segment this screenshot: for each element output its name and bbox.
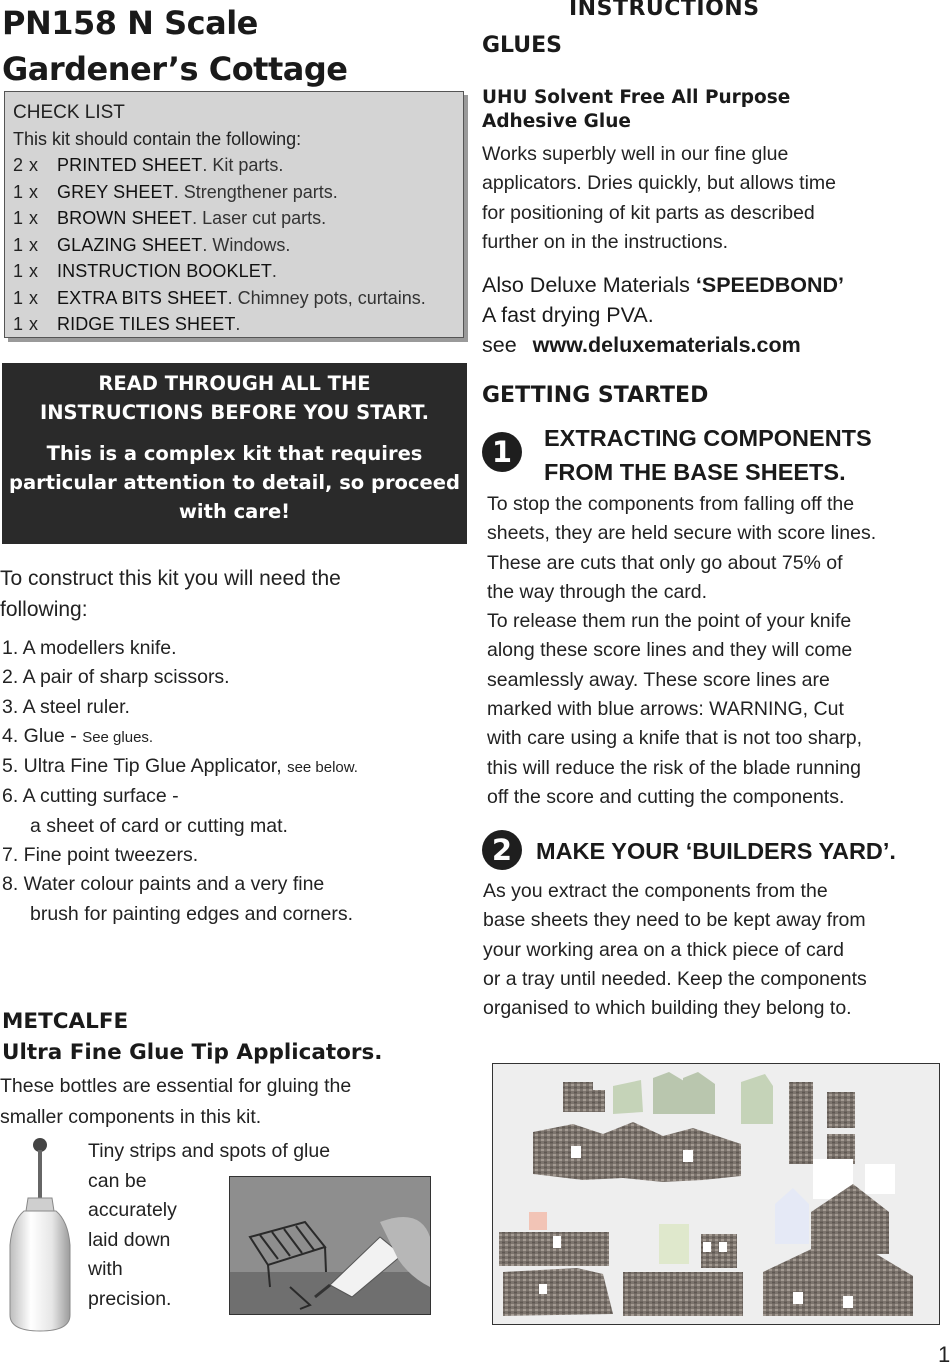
tool-item: 7. Fine point tweezers. (2, 844, 199, 867)
check-list-item: 1 x EXTRA BITS SHEET. Chimney pots, curtains. (13, 287, 426, 308)
step-1-body: To stop the components from falling off the sheets, they are held secure with score lines. These are cuts that only go about 75% of the way through the card. To release them run the point of your knife along these score lines and they will come seamlessly away. These score lines are marked with blue arrows: WARNING, Cut with care using a knife that is not too sharp, this will reduce the risk of the blade running off the score and cutting the components. (487, 493, 877, 808)
check-list-item: 1 x GREY SHEET. Strengthener parts. (13, 181, 338, 202)
tool-item-continued: brush for painting edges and corners. (30, 902, 354, 925)
step-1-number-icon: 1 (482, 432, 522, 472)
check-list-title: CHECK LIST (13, 102, 125, 123)
read-instructions-warning (2, 363, 467, 544)
check-list-intro: This kit should contain the following: (13, 129, 302, 149)
check-list-item: 1 x GLAZING SHEET. Windows. (13, 234, 291, 255)
warning-heading: READ THROUGH ALL THE INSTRUCTIONS BEFORE YOU START. (39, 372, 429, 424)
tool-item: 6. A cutting surface - (2, 785, 179, 808)
title-line-2: Gardener’s Cottage (2, 50, 348, 88)
check-list-item: 1 x INSTRUCTION BOOKLET. (13, 261, 277, 281)
check-list-item: 2 x PRINTED SHEET. Kit parts. (13, 155, 284, 175)
applicator-usage-photo (229, 1176, 431, 1315)
metcalfe-description: These bottles are essential for gluing the smaller components in this kit. (0, 1075, 352, 1128)
step-2-number-icon: 2 (482, 830, 522, 870)
getting-started-heading: GETTING STARTED (482, 383, 709, 408)
tool-item-continued: a sheet of card or cutting mat. (30, 814, 288, 837)
tool-item: 8. Water colour paints and a very fine (2, 873, 325, 896)
builders-yard-components-photo (492, 1063, 940, 1325)
speedbond-brand: ‘SPEEDBOND’ (695, 273, 845, 297)
tools-list (2, 634, 467, 929)
tools-heading: To construct this kit you will need the following: (0, 567, 341, 621)
title-line-1: PN158 N Scale (2, 4, 258, 42)
tool-item: 5. Ultra Fine Tip Glue Applicator, see below. (2, 755, 358, 778)
check-list-box (4, 91, 464, 338)
step-2-body: As you extract the components from the base sheets they need to be kept away from your working area on a thick piece of card or a tray until needed. Keep the components organised to which building they belong to. (483, 880, 867, 1020)
deluxe-materials-note: Also Deluxe Materials ‘SPEEDBOND’ A fast drying PVA. see www.deluxematerials.com (482, 273, 845, 357)
check-list-item: 1 x RIDGE TILES SHEET. (13, 314, 241, 334)
tool-item: 4. Glue - See glues. (2, 724, 154, 747)
uhu-glue-heading: UHU Solvent Free All Purpose Adhesive Glue (482, 87, 791, 132)
step-2-title: MAKE YOUR ‘BUILDERS YARD’. (536, 838, 896, 864)
metcalfe-heading: METCALFE Ultra Fine Glue Tip Applicators. (2, 1009, 383, 1065)
page-title (2, 0, 462, 92)
tool-item: 2. A pair of sharp scissors. (2, 666, 230, 689)
deluxe-website-link[interactable]: www.deluxematerials.com (532, 333, 801, 357)
glue-bottle-image (4, 1135, 76, 1335)
applicator-note: Tiny strips and spots of glue can be accurately laid down with precision. (88, 1140, 331, 1310)
warning-body: This is a complex kit that requires particular attention to detail, so proceed with care! (9, 442, 460, 523)
tool-item: 1. A modellers knife. (2, 637, 177, 659)
check-list-item: 1 x BROWN SHEET. Laser cut parts. (13, 208, 327, 228)
tool-item: 3. A steel ruler. (2, 695, 130, 718)
page-number: 1 (938, 1342, 950, 1367)
glues-heading: GLUES (482, 33, 563, 58)
instructions-heading: INSTRUCTIONS (569, 0, 760, 21)
uhu-glue-description: Works superbly well in our fine glue applicators. Dries quickly, but allows time for positioning of kit parts as described further on in the instructions. (482, 143, 837, 253)
step-1-title: EXTRACTING COMPONENTS FROM THE BASE SHEETS. (544, 425, 872, 485)
